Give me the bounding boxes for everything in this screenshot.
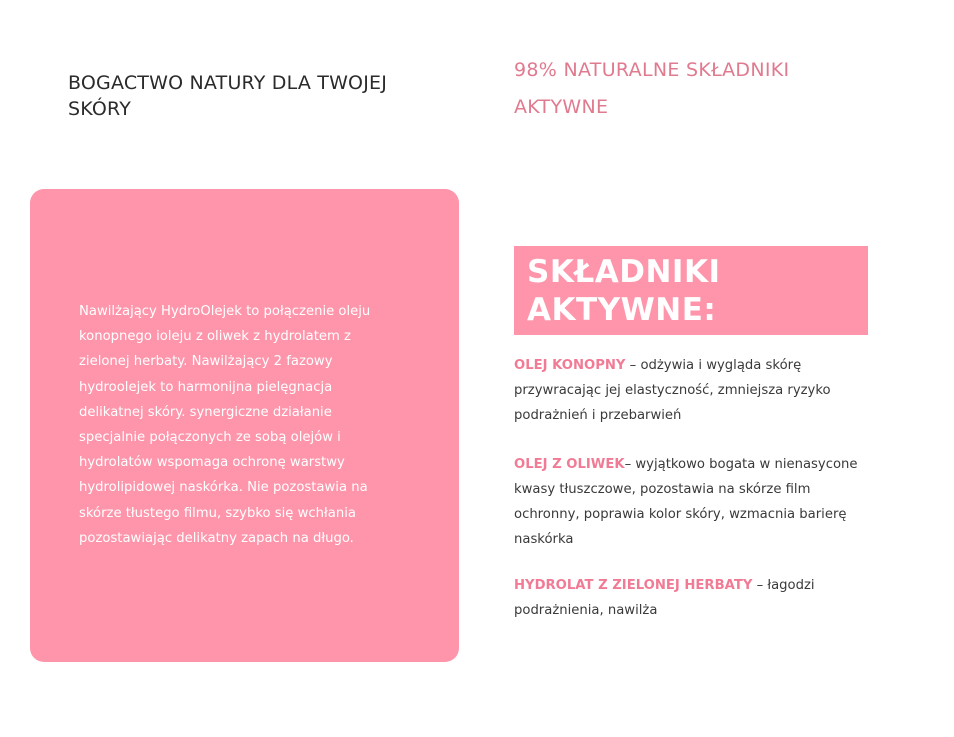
active-ingredients-title [527,253,721,329]
ingredient-name: HYDROLAT Z ZIELONEJ HERBATY [514,578,753,593]
ingredient-name: OLEJ KONOPNY [514,358,626,373]
product-description-card [30,189,459,662]
product-description-text: Nawilżający HydroOlejek to połączenie oleju konopnego ioleju z oliwek z hydrolatem z zielonej herbaty. Nawilżający 2 fazowy hydroolejek to harmonijna pielęgnacja delikatnej skóry. synergiczne działanie specjalnie połączonych ze sobą olejów i hydrolatów wspomaga ochronę warstwy hydrolipidowej naskórka. Nie pozostawia na skórze tłustego filmu, szybko się wchłania pozostawiając delikatny zapach na długo. [79,304,371,546]
ingredient-description: – łagodzi podrażnienia, nawilża [514,578,815,618]
ingredient-name: OLEJ Z OLIWEK [514,457,625,472]
active-ingredients-title-line1: SKŁADNIKI [527,254,721,290]
ingredient-description: – wyjątkowo bogata w nienasycone kwasy tłuszczowe, pozostawia na skórze film ochronny, poprawia kolor skóry, wzmacnia barierę naskórka [514,457,858,547]
ingredient-description: – odżywia i wygląda skórę przywracając jej elastyczność, zmniejsza ryzyko podrażnień i przebarwień [514,358,831,423]
natural-ingredients-heading: 98% NATURALNE SKŁADNIKI AKTYWNE [514,59,790,118]
active-ingredients-banner [514,246,868,335]
active-ingredients-title-line2: AKTYWNE: [527,292,717,328]
ingredient-olive-oil [514,452,874,552]
ingredient-hemp-oil [514,353,874,428]
ingredient-green-tea-hydrolate [514,573,874,623]
page-title: BOGACTWO NATURY DLA TWOJEJ SKÓRY [68,72,388,120]
